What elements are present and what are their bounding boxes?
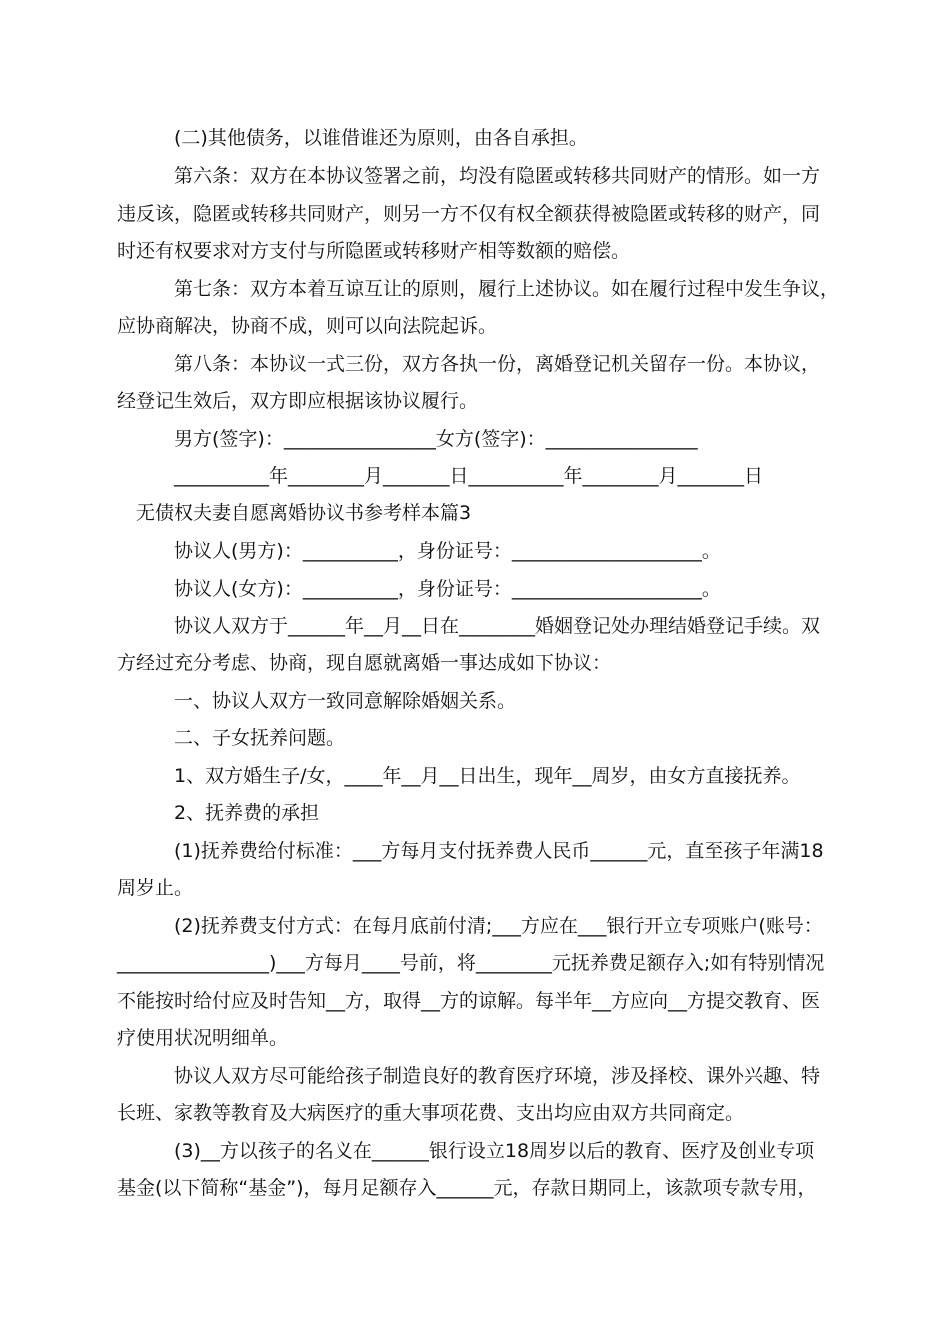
- date-line: __________年________月_______日__________年________月_______日: [174, 465, 764, 487]
- party-male-line: 协议人(男方)：__________，身份证号：____________________。: [174, 540, 721, 562]
- party-female-line: 协议人(女方)：__________，身份证号：____________________。: [174, 578, 721, 600]
- fee-standard-line-2: 周岁止。: [117, 877, 194, 899]
- article-6-line-1: 第六条：双方在本协议签署之前，均没有隐匿或转移共同财产的情形。如一方: [174, 165, 821, 187]
- fee-method-line-1: (2)抚养费支付方式：在每月底前付清;___方应在___银行开立专项账户(账号：: [174, 915, 823, 937]
- fee-method-line-3: 不能按时给付应及时告知__方，取得__方的谅解。每半年__方应向__方提交教育、医: [117, 990, 821, 1012]
- fund-line-1: (3)__方以孩子的名义在______银行设立18周岁以后的教育、医疗及创业专项: [174, 1140, 815, 1162]
- article-7-line-1: 第七条：双方本着互谅互让的原则，履行上述协议。如在履行过程中发生争议，: [174, 278, 840, 300]
- item-1: 一、协议人双方一致同意解除婚姻关系。: [174, 690, 517, 712]
- article-7-line-2: 应协商解决，协商不成，则可以向法院起诉。: [117, 315, 498, 337]
- item-2-2: 2、抚养费的承担: [174, 802, 320, 824]
- article-6-line-3: 时还有权要求对方支付与所隐匿或转移财产相等数额的赔偿。: [117, 240, 631, 262]
- article-6-line-2: 违反该，隐匿或转移共同财产，则另一方不仅有权全额获得被隐匿或转移的财产，同: [117, 203, 821, 225]
- item-2-1: 1、双方婚生子/女，____年__月__日出生，现年__周岁，由女方直接抚养。: [174, 765, 801, 787]
- article-8-line-2: 经登记生效后，双方即应根据该协议履行。: [117, 390, 479, 412]
- education-line-2: 长班、家教等教育及大病医疗的重大事项花费、支出均应由双方共同商定。: [117, 1102, 745, 1124]
- item-2: 二、子女抚养问题。: [174, 727, 346, 749]
- intro-line-1: 协议人双方于______年__月__日在________婚姻登记处办理结婚登记手续。双: [174, 615, 821, 637]
- education-line-1: 协议人双方尽可能给孩子制造良好的教育医疗环境，涉及择校、课外兴趣、特: [174, 1065, 821, 1087]
- fee-method-line-2: ________________)___方每月____号前，将________元抚养费足额存入;如有特别情况: [117, 952, 825, 974]
- fee-standard-line-1: (1)抚养费给付标准：___方每月支付抚养费人民币______元，直至孩子年满18: [174, 840, 824, 862]
- fund-line-2: 基金(以下简称“基金”)，每月足额存入______元，存款日期同上，该款项专款专用，: [117, 1177, 817, 1199]
- section-title: 无债权夫妻自愿离婚协议书参考样本篇3: [136, 502, 472, 524]
- intro-line-2: 方经过充分考虑、协商，现自愿就离婚一事达成如下协议：: [117, 652, 612, 674]
- paragraph-other-debts: (二)其他债务，以谁借谁还为原则，由各自承担。: [174, 127, 588, 149]
- fee-method-line-4: 疗使用状况明细单。: [117, 1027, 289, 1049]
- signature-line: 男方(签字)：________________女方(签字)：________________: [174, 428, 698, 450]
- article-8-line-1: 第八条：本协议一式三份，双方各执一份，离婚登记机关留存一份。本协议，: [174, 353, 821, 375]
